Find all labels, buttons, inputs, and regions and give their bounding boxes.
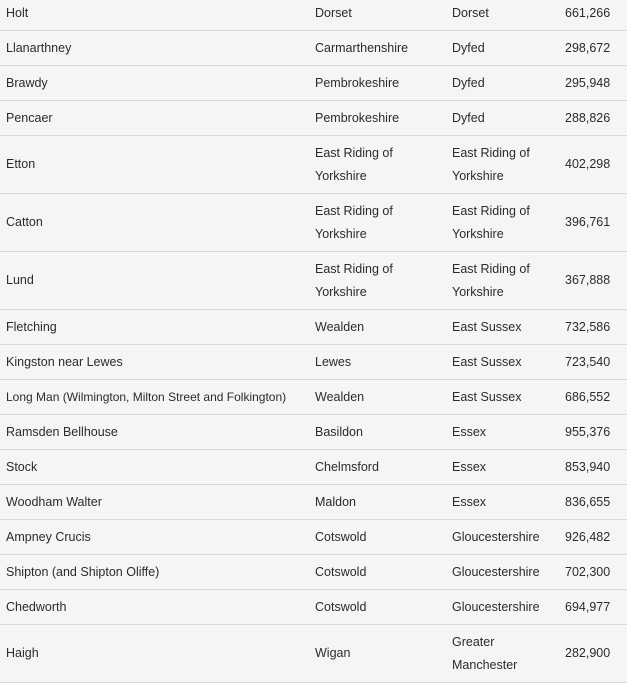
table-row: [0, 310, 627, 345]
value-cell: 732,586: [559, 310, 627, 345]
value-cell: 295,948: [559, 66, 627, 101]
value-cell: 836,655: [559, 485, 627, 520]
place-cell: Brawdy: [0, 66, 309, 101]
county-cell: Gloucestershire: [446, 590, 559, 625]
value-cell: 702,300: [559, 555, 627, 590]
table-row: [0, 252, 627, 310]
county-cell: Dyfed: [446, 66, 559, 101]
district-cell: East Riding of Yorkshire: [309, 136, 446, 194]
county-cell: Dyfed: [446, 31, 559, 66]
table-row: [0, 590, 627, 625]
table-row: [0, 450, 627, 485]
county-cell: East Sussex: [446, 345, 559, 380]
place-cell: Holt: [0, 0, 309, 31]
place-cell: Llanarthney: [0, 31, 309, 66]
district-cell: Basildon: [309, 415, 446, 450]
county-cell: East Riding of Yorkshire: [446, 252, 559, 310]
district-cell: Cotswold: [309, 590, 446, 625]
value-cell: 402,298: [559, 136, 627, 194]
place-cell: Woodham Walter: [0, 485, 309, 520]
county-cell: Greater Manchester: [446, 625, 559, 683]
district-cell: East Riding of Yorkshire: [309, 252, 446, 310]
county-cell: Gloucestershire: [446, 555, 559, 590]
value-cell: 694,977: [559, 590, 627, 625]
value-cell: 955,376: [559, 415, 627, 450]
table-row: [0, 345, 627, 380]
county-cell: East Sussex: [446, 310, 559, 345]
county-cell: Essex: [446, 415, 559, 450]
county-cell: Dorset: [446, 0, 559, 31]
value-cell: 282,900: [559, 625, 627, 683]
district-cell: Chelmsford: [309, 450, 446, 485]
place-cell: Stock: [0, 450, 309, 485]
table-row: [0, 485, 627, 520]
district-cell: Maldon: [309, 485, 446, 520]
county-cell: Essex: [446, 485, 559, 520]
place-cell: Long Man (Wilmington, Milton Street and Folkington): [0, 380, 309, 415]
table-row: [0, 415, 627, 450]
table-row: [0, 31, 627, 66]
county-cell: East Riding of Yorkshire: [446, 136, 559, 194]
place-cell: Pencaer: [0, 101, 309, 136]
place-cell: Haigh: [0, 625, 309, 683]
value-cell: 367,888: [559, 252, 627, 310]
place-cell: Etton: [0, 136, 309, 194]
place-cell: Ramsden Bellhouse: [0, 415, 309, 450]
district-cell: Dorset: [309, 0, 446, 31]
value-cell: 298,672: [559, 31, 627, 66]
value-cell: 926,482: [559, 520, 627, 555]
county-cell: Dyfed: [446, 101, 559, 136]
district-cell: East Riding of Yorkshire: [309, 194, 446, 252]
table-row: [0, 380, 627, 415]
district-cell: Wealden: [309, 310, 446, 345]
district-cell: Wealden: [309, 380, 446, 415]
county-cell: Gloucestershire: [446, 520, 559, 555]
district-cell: Carmarthenshire: [309, 31, 446, 66]
district-cell: Cotswold: [309, 520, 446, 555]
place-cell: Ampney Crucis: [0, 520, 309, 555]
place-cell: Shipton (and Shipton Oliffe): [0, 555, 309, 590]
value-cell: 686,552: [559, 380, 627, 415]
value-cell: 288,826: [559, 101, 627, 136]
table-row: [0, 136, 627, 194]
value-cell: 661,266: [559, 0, 627, 31]
value-cell: 396,761: [559, 194, 627, 252]
place-cell: Chedworth: [0, 590, 309, 625]
table-row: [0, 520, 627, 555]
district-cell: Cotswold: [309, 555, 446, 590]
value-cell: 723,540: [559, 345, 627, 380]
county-cell: East Riding of Yorkshire: [446, 194, 559, 252]
table-row: [0, 555, 627, 590]
value-cell: 853,940: [559, 450, 627, 485]
district-cell: Lewes: [309, 345, 446, 380]
district-cell: Wigan: [309, 625, 446, 683]
district-cell: Pembrokeshire: [309, 66, 446, 101]
place-cell: Lund: [0, 252, 309, 310]
table-row: [0, 625, 627, 683]
table-row: [0, 0, 627, 31]
table-row: [0, 66, 627, 101]
place-cell: Fletching: [0, 310, 309, 345]
table-row: [0, 194, 627, 252]
place-cell: Catton: [0, 194, 309, 252]
county-cell: Essex: [446, 450, 559, 485]
table-row: [0, 101, 627, 136]
place-cell: Kingston near Lewes: [0, 345, 309, 380]
district-cell: Pembrokeshire: [309, 101, 446, 136]
county-cell: East Sussex: [446, 380, 559, 415]
